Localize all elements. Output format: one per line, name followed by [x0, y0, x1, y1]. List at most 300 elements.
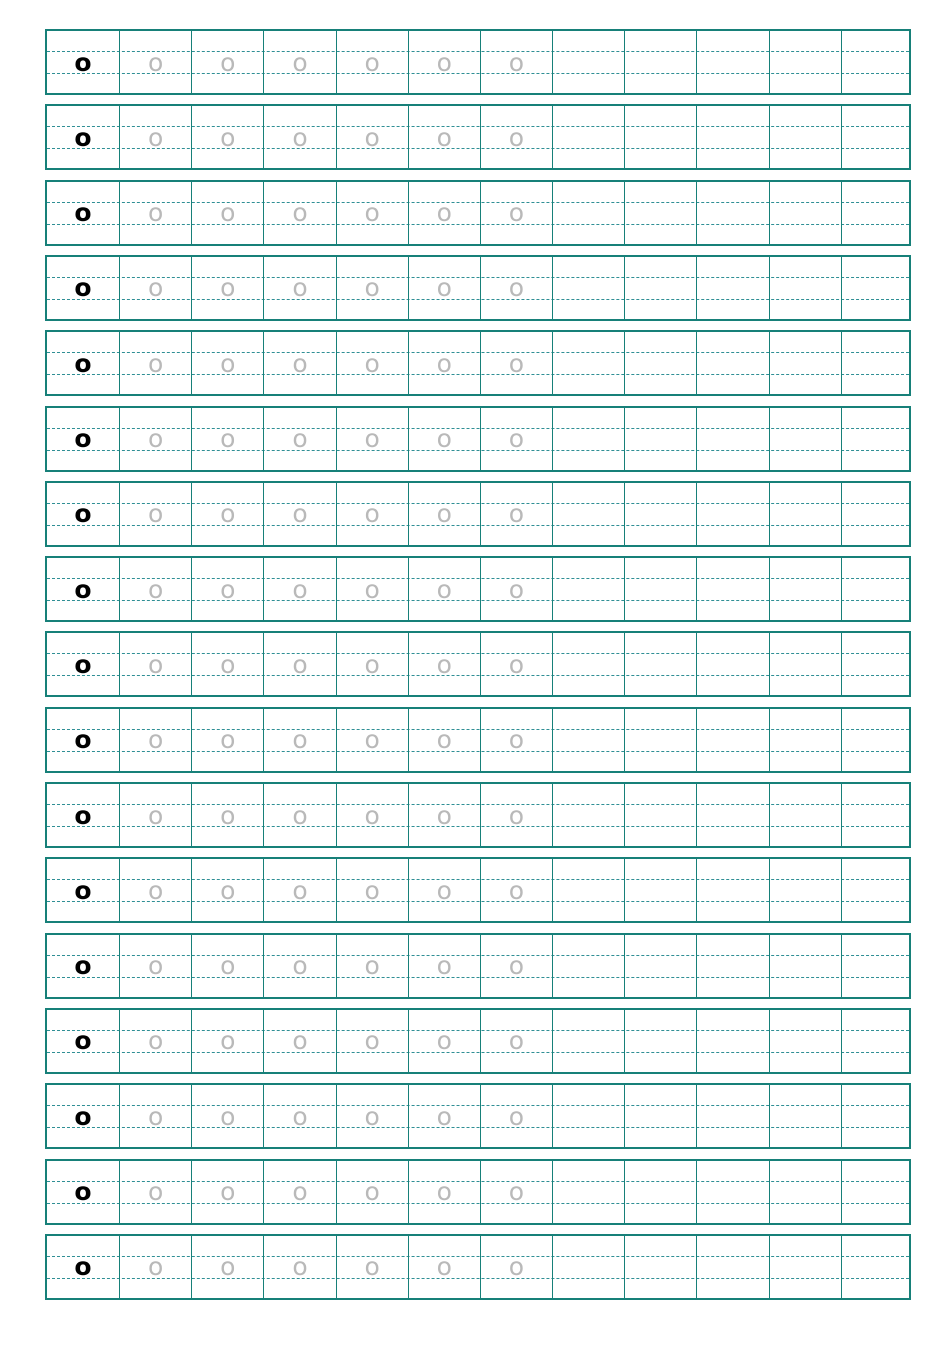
- trace-letter: o: [292, 1252, 308, 1282]
- blank-writing-cell: [552, 935, 624, 997]
- blank-writing-cell: [552, 31, 624, 93]
- trace-letter: o: [508, 1101, 525, 1131]
- trace-letter: o: [220, 875, 236, 905]
- trace-letter: o: [292, 499, 308, 529]
- blank-writing-cell: [769, 483, 841, 545]
- trace-letter: o: [292, 424, 308, 453]
- blank-writing-cell: [552, 332, 624, 394]
- trace-letter: o: [220, 273, 236, 303]
- blank-writing-cell: [769, 1236, 841, 1298]
- trace-cell: [191, 332, 263, 394]
- practice-row: [45, 406, 911, 472]
- blank-writing-cell: [696, 1236, 768, 1298]
- blank-writing-cell: [624, 1085, 696, 1147]
- trace-letter: o: [508, 47, 525, 77]
- practice-row: [45, 1159, 911, 1225]
- model-letter: o: [74, 574, 92, 604]
- trace-cell: [480, 633, 552, 695]
- trace-cell: [336, 31, 408, 93]
- model-letter: o: [74, 424, 92, 453]
- blank-writing-cell: [624, 106, 696, 168]
- blank-writing-cell: [624, 558, 696, 620]
- blank-writing-cell: [769, 1161, 841, 1223]
- trace-cell: [480, 31, 552, 93]
- trace-cell: [480, 1010, 552, 1072]
- trace-cell: [263, 1085, 335, 1147]
- blank-writing-cell: [841, 182, 913, 244]
- blank-writing-cell: [696, 935, 768, 997]
- trace-letter: o: [364, 1252, 380, 1282]
- blank-writing-cell: [841, 859, 913, 921]
- trace-letter: o: [148, 875, 164, 905]
- blank-writing-cell: [769, 257, 841, 319]
- trace-cell: [408, 709, 480, 771]
- trace-letter: o: [364, 951, 380, 981]
- blank-writing-cell: [624, 1161, 696, 1223]
- model-letter: o: [74, 1177, 92, 1206]
- trace-letter: o: [292, 348, 308, 378]
- model-letter: o: [74, 1101, 92, 1131]
- practice-row: [45, 481, 911, 547]
- blank-writing-cell: [696, 182, 768, 244]
- trace-cell: [408, 1161, 480, 1223]
- trace-letter: o: [508, 574, 525, 604]
- blank-writing-cell: [696, 332, 768, 394]
- trace-cell: [336, 408, 408, 470]
- model-cell: [47, 106, 119, 168]
- practice-row: [45, 782, 911, 848]
- model-cell: [47, 31, 119, 93]
- blank-writing-cell: [841, 31, 913, 93]
- trace-letter: o: [220, 725, 236, 755]
- blank-writing-cell: [696, 1161, 768, 1223]
- blank-writing-cell: [696, 558, 768, 620]
- trace-letter: o: [508, 649, 525, 679]
- model-letter: o: [74, 122, 92, 152]
- blank-writing-cell: [841, 408, 913, 470]
- model-letter: o: [74, 875, 92, 905]
- model-letter: o: [74, 1252, 92, 1282]
- trace-letter: o: [292, 198, 308, 228]
- trace-letter: o: [436, 47, 452, 77]
- trace-letter: o: [148, 1252, 164, 1282]
- trace-cell: [119, 182, 191, 244]
- blank-writing-cell: [696, 784, 768, 846]
- model-letter: o: [74, 47, 92, 77]
- trace-letter: o: [436, 649, 452, 679]
- blank-writing-cell: [624, 408, 696, 470]
- trace-cell: [119, 1236, 191, 1298]
- trace-cell: [119, 1161, 191, 1223]
- trace-letter: o: [220, 198, 236, 228]
- practice-row: [45, 556, 911, 622]
- trace-cell: [119, 935, 191, 997]
- blank-writing-cell: [624, 31, 696, 93]
- blank-writing-cell: [769, 408, 841, 470]
- blank-writing-cell: [552, 709, 624, 771]
- blank-writing-cell: [696, 709, 768, 771]
- trace-letter: o: [436, 1101, 452, 1131]
- trace-cell: [408, 1010, 480, 1072]
- trace-letter: o: [148, 47, 164, 77]
- trace-cell: [263, 935, 335, 997]
- trace-letter: o: [436, 198, 452, 228]
- trace-letter: o: [364, 348, 380, 378]
- trace-letter: o: [220, 1101, 236, 1131]
- blank-writing-cell: [841, 332, 913, 394]
- trace-cell: [336, 182, 408, 244]
- blank-writing-cell: [624, 709, 696, 771]
- trace-cell: [263, 859, 335, 921]
- trace-letter: o: [148, 273, 164, 303]
- model-cell: [47, 558, 119, 620]
- practice-row: [45, 180, 911, 246]
- trace-cell: [408, 408, 480, 470]
- model-cell: [47, 257, 119, 319]
- trace-letter: o: [508, 1026, 525, 1056]
- blank-writing-cell: [841, 1085, 913, 1147]
- practice-row: [45, 857, 911, 923]
- trace-cell: [336, 483, 408, 545]
- trace-cell: [336, 709, 408, 771]
- trace-cell: [191, 935, 263, 997]
- trace-letter: o: [364, 47, 380, 77]
- trace-cell: [408, 257, 480, 319]
- blank-writing-cell: [769, 182, 841, 244]
- blank-writing-cell: [841, 709, 913, 771]
- trace-cell: [263, 483, 335, 545]
- blank-writing-cell: [841, 1161, 913, 1223]
- trace-letter: o: [292, 122, 308, 152]
- model-cell: [47, 182, 119, 244]
- trace-cell: [263, 1161, 335, 1223]
- model-cell: [47, 332, 119, 394]
- trace-cell: [263, 633, 335, 695]
- trace-cell: [119, 558, 191, 620]
- blank-writing-cell: [841, 1236, 913, 1298]
- blank-writing-cell: [624, 1236, 696, 1298]
- practice-row: [45, 631, 911, 697]
- trace-letter: o: [220, 1026, 236, 1056]
- trace-cell: [480, 935, 552, 997]
- trace-letter: o: [148, 348, 164, 378]
- trace-letter: o: [220, 1252, 236, 1282]
- trace-letter: o: [292, 725, 308, 755]
- trace-cell: [336, 784, 408, 846]
- model-cell: [47, 1085, 119, 1147]
- trace-cell: [191, 182, 263, 244]
- trace-letter: o: [292, 574, 308, 604]
- practice-row: [45, 1008, 911, 1074]
- trace-letter: o: [508, 800, 525, 830]
- trace-cell: [191, 106, 263, 168]
- blank-writing-cell: [841, 784, 913, 846]
- blank-writing-cell: [841, 935, 913, 997]
- trace-cell: [336, 558, 408, 620]
- trace-letter: o: [508, 725, 525, 755]
- trace-letter: o: [436, 1252, 452, 1282]
- trace-letter: o: [292, 649, 308, 679]
- model-letter: o: [74, 800, 92, 830]
- trace-cell: [263, 257, 335, 319]
- trace-letter: o: [508, 198, 525, 228]
- trace-cell: [191, 784, 263, 846]
- trace-letter: o: [364, 1026, 380, 1056]
- trace-letter: o: [436, 273, 452, 303]
- trace-cell: [408, 558, 480, 620]
- blank-writing-cell: [696, 106, 768, 168]
- trace-cell: [191, 408, 263, 470]
- blank-writing-cell: [769, 332, 841, 394]
- trace-cell: [336, 1010, 408, 1072]
- blank-writing-cell: [696, 408, 768, 470]
- model-cell: [47, 859, 119, 921]
- model-cell: [47, 1010, 119, 1072]
- blank-writing-cell: [696, 257, 768, 319]
- blank-writing-cell: [696, 31, 768, 93]
- model-cell: [47, 633, 119, 695]
- trace-letter: o: [436, 875, 452, 905]
- blank-writing-cell: [552, 1085, 624, 1147]
- trace-cell: [263, 31, 335, 93]
- trace-letter: o: [436, 424, 452, 453]
- blank-writing-cell: [552, 859, 624, 921]
- trace-cell: [119, 408, 191, 470]
- trace-letter: o: [508, 424, 525, 453]
- trace-cell: [408, 1085, 480, 1147]
- model-letter: o: [74, 499, 92, 529]
- trace-letter: o: [508, 1177, 525, 1206]
- trace-cell: [191, 257, 263, 319]
- trace-cell: [480, 784, 552, 846]
- trace-cell: [480, 483, 552, 545]
- blank-writing-cell: [552, 558, 624, 620]
- blank-writing-cell: [552, 1010, 624, 1072]
- trace-letter: o: [220, 800, 236, 830]
- practice-row: [45, 29, 911, 95]
- blank-writing-cell: [624, 784, 696, 846]
- trace-letter: o: [508, 499, 525, 529]
- trace-letter: o: [148, 424, 164, 453]
- model-letter: o: [74, 951, 92, 981]
- trace-cell: [263, 182, 335, 244]
- blank-writing-cell: [841, 1010, 913, 1072]
- trace-cell: [119, 332, 191, 394]
- trace-cell: [336, 1085, 408, 1147]
- blank-writing-cell: [552, 1161, 624, 1223]
- trace-cell: [263, 1010, 335, 1072]
- trace-cell: [336, 1161, 408, 1223]
- blank-writing-cell: [552, 257, 624, 319]
- trace-cell: [408, 859, 480, 921]
- model-letter: o: [74, 725, 92, 755]
- trace-letter: o: [220, 424, 236, 453]
- blank-writing-cell: [552, 182, 624, 244]
- trace-cell: [480, 182, 552, 244]
- blank-writing-cell: [696, 633, 768, 695]
- practice-row: [45, 255, 911, 321]
- trace-letter: o: [220, 574, 236, 604]
- trace-cell: [408, 31, 480, 93]
- model-letter: o: [74, 348, 92, 378]
- blank-writing-cell: [624, 859, 696, 921]
- trace-cell: [408, 332, 480, 394]
- trace-letter: o: [148, 800, 164, 830]
- practice-row: [45, 933, 911, 999]
- blank-writing-cell: [624, 182, 696, 244]
- blank-writing-cell: [552, 408, 624, 470]
- trace-letter: o: [148, 198, 164, 228]
- blank-writing-cell: [552, 483, 624, 545]
- trace-letter: o: [364, 574, 380, 604]
- trace-letter: o: [364, 800, 380, 830]
- model-letter: o: [74, 649, 92, 679]
- blank-writing-cell: [769, 558, 841, 620]
- trace-letter: o: [364, 725, 380, 755]
- trace-letter: o: [220, 499, 236, 529]
- trace-cell: [480, 106, 552, 168]
- trace-letter: o: [220, 47, 236, 77]
- trace-cell: [336, 935, 408, 997]
- trace-letter: o: [292, 800, 308, 830]
- trace-letter: o: [364, 273, 380, 303]
- practice-row: [45, 1234, 911, 1300]
- trace-letter: o: [508, 1252, 525, 1282]
- trace-cell: [480, 1161, 552, 1223]
- blank-writing-cell: [624, 483, 696, 545]
- trace-cell: [263, 558, 335, 620]
- trace-cell: [408, 784, 480, 846]
- trace-letter: o: [436, 725, 452, 755]
- trace-letter: o: [436, 499, 452, 529]
- trace-cell: [336, 106, 408, 168]
- blank-writing-cell: [552, 784, 624, 846]
- trace-letter: o: [292, 1026, 308, 1056]
- trace-cell: [191, 1085, 263, 1147]
- model-cell: [47, 1161, 119, 1223]
- trace-letter: o: [364, 1101, 380, 1131]
- trace-letter: o: [148, 1101, 164, 1131]
- trace-letter: o: [364, 649, 380, 679]
- trace-letter: o: [220, 348, 236, 378]
- trace-cell: [191, 709, 263, 771]
- trace-cell: [119, 1085, 191, 1147]
- blank-writing-cell: [624, 1010, 696, 1072]
- trace-cell: [119, 106, 191, 168]
- trace-letter: o: [436, 800, 452, 830]
- blank-writing-cell: [624, 332, 696, 394]
- trace-letter: o: [508, 273, 525, 303]
- trace-cell: [408, 935, 480, 997]
- blank-writing-cell: [552, 106, 624, 168]
- trace-letter: o: [148, 1177, 164, 1206]
- model-cell: [47, 709, 119, 771]
- trace-cell: [480, 709, 552, 771]
- trace-letter: o: [436, 122, 452, 152]
- model-cell: [47, 483, 119, 545]
- trace-cell: [336, 257, 408, 319]
- blank-writing-cell: [624, 935, 696, 997]
- trace-cell: [480, 257, 552, 319]
- trace-cell: [119, 709, 191, 771]
- trace-cell: [191, 1010, 263, 1072]
- blank-writing-cell: [696, 1085, 768, 1147]
- trace-letter: o: [364, 499, 380, 529]
- trace-letter: o: [364, 424, 380, 453]
- trace-cell: [480, 332, 552, 394]
- trace-cell: [336, 332, 408, 394]
- model-letter: o: [74, 273, 92, 303]
- trace-letter: o: [292, 1177, 308, 1206]
- practice-row: [45, 1083, 911, 1149]
- blank-writing-cell: [841, 106, 913, 168]
- trace-letter: o: [436, 1177, 452, 1206]
- trace-cell: [119, 784, 191, 846]
- trace-letter: o: [436, 348, 452, 378]
- trace-letter: o: [364, 875, 380, 905]
- trace-cell: [336, 859, 408, 921]
- trace-cell: [263, 332, 335, 394]
- trace-letter: o: [508, 122, 525, 152]
- blank-writing-cell: [769, 1085, 841, 1147]
- blank-writing-cell: [696, 859, 768, 921]
- blank-writing-cell: [769, 784, 841, 846]
- trace-cell: [191, 859, 263, 921]
- practice-row: [45, 707, 911, 773]
- trace-cell: [119, 257, 191, 319]
- blank-writing-cell: [769, 633, 841, 695]
- model-cell: [47, 1236, 119, 1298]
- trace-letter: o: [292, 47, 308, 77]
- trace-cell: [480, 1236, 552, 1298]
- blank-writing-cell: [769, 106, 841, 168]
- trace-cell: [191, 1161, 263, 1223]
- practice-row: [45, 330, 911, 396]
- blank-writing-cell: [841, 483, 913, 545]
- practice-row: [45, 104, 911, 170]
- trace-letter: o: [364, 198, 380, 228]
- blank-writing-cell: [769, 31, 841, 93]
- trace-letter: o: [292, 875, 308, 905]
- trace-cell: [336, 1236, 408, 1298]
- trace-letter: o: [220, 951, 236, 981]
- trace-cell: [263, 1236, 335, 1298]
- blank-writing-cell: [769, 935, 841, 997]
- trace-letter: o: [148, 725, 164, 755]
- trace-cell: [480, 1085, 552, 1147]
- blank-writing-cell: [841, 558, 913, 620]
- trace-cell: [408, 1236, 480, 1298]
- blank-writing-cell: [696, 1010, 768, 1072]
- blank-writing-cell: [841, 257, 913, 319]
- trace-letter: o: [508, 348, 525, 378]
- blank-writing-cell: [841, 633, 913, 695]
- trace-cell: [480, 558, 552, 620]
- trace-letter: o: [292, 1101, 308, 1131]
- trace-letter: o: [436, 574, 452, 604]
- trace-cell: [191, 31, 263, 93]
- blank-writing-cell: [552, 633, 624, 695]
- model-letter: o: [74, 198, 92, 228]
- trace-cell: [191, 483, 263, 545]
- trace-letter: o: [292, 273, 308, 303]
- trace-cell: [408, 106, 480, 168]
- trace-cell: [263, 709, 335, 771]
- trace-letter: o: [148, 951, 164, 981]
- trace-cell: [263, 784, 335, 846]
- trace-letter: o: [148, 499, 164, 529]
- trace-cell: [480, 408, 552, 470]
